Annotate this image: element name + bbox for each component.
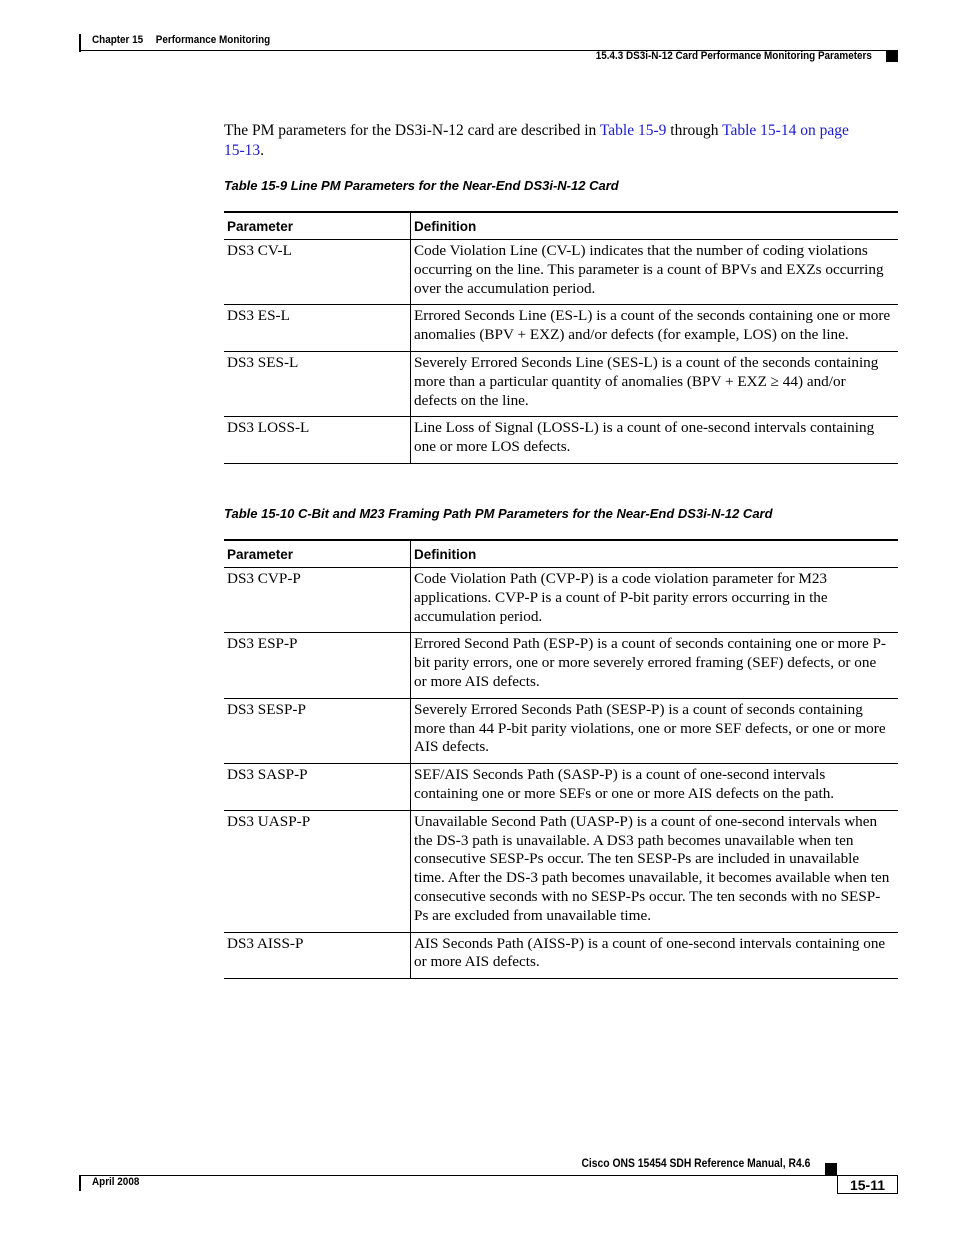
header-marker: [886, 50, 898, 62]
table-row: [224, 932, 898, 979]
parameter-cell: DS3 ESP-P: [224, 633, 411, 698]
column-header-definition: Definition: [411, 540, 899, 568]
table1: [224, 211, 898, 464]
table2: [224, 539, 898, 979]
column-header-definition: Definition: [411, 212, 899, 240]
table-row: [224, 240, 898, 305]
definition-cell: Code Violation Path (CVP-P) is a code violation parameter for M23 applications. CVP-P is a count of P-bit parity errors occurring in the accumulation period.: [411, 568, 899, 633]
definition-cell: AIS Seconds Path (AISS-P) is a count of one-second intervals containing one or more AIS defects.: [411, 932, 899, 979]
definition-cell: Severely Errored Seconds Line (SES-L) is a count of the seconds containing more than a particular quantity of anomalies (BPV + EXZ ≥ 44) and/or defects on the line.: [411, 351, 899, 416]
intro-text-after: .: [260, 141, 265, 159]
intro-text-middle: through: [666, 122, 723, 139]
chapter-heading: [92, 34, 270, 46]
table-row: [224, 764, 898, 811]
table-row: [224, 568, 898, 633]
column-header-parameter: Parameter: [224, 540, 411, 568]
table-15-14-link[interactable]: Table 15-14 on page 15-13: [224, 122, 849, 159]
definition-cell: SEF/AIS Seconds Path (SASP-P) is a count of one-second intervals containing one or more SEFs or one or more AIS defects on the path.: [411, 764, 899, 811]
table-header-row: [224, 540, 898, 568]
definition-cell: Code Violation Line (CV-L) indicates that the number of coding violations occurring on the line. This parameter is a count of BPVs and EXZs occurring over the accumulation period.: [411, 240, 899, 305]
definition-cell: Errored Seconds Line (ES-L) is a count of the seconds containing one or more anomalies (BPV + EXZ) and/or defects (for example, LOS) on the line.: [411, 305, 899, 352]
table-row: [224, 633, 898, 698]
table-row: [224, 698, 898, 763]
table-header-row: [224, 212, 898, 240]
parameter-cell: DS3 CVP-P: [224, 568, 411, 633]
definition-cell: Line Loss of Signal (LOSS-L) is a count of one-second intervals containing one or more LOS defects.: [411, 417, 899, 464]
chapter-title: Performance Monitoring: [155, 34, 271, 46]
chapter-label: Chapter 15: [92, 34, 144, 46]
parameter-cell: DS3 SASP-P: [224, 764, 411, 811]
footer-bar: [79, 1175, 81, 1191]
parameter-cell: DS3 ES-L: [224, 305, 411, 352]
table-row: [224, 305, 898, 352]
parameter-cell: DS3 SESP-P: [224, 698, 411, 763]
parameter-cell: DS3 SES-L: [224, 351, 411, 416]
parameter-cell: DS3 LOSS-L: [224, 417, 411, 464]
column-header-parameter: Parameter: [224, 212, 411, 240]
table-row: [224, 810, 898, 932]
definition-cell: Severely Errored Seconds Path (SESP-P) is a count of seconds containing more than 44 P-bit parity violations, one or more SEF defects, or one or more AIS defects.: [411, 698, 899, 763]
intro-text-before: The PM parameters for the DS3i-N-12 card are described in: [224, 122, 600, 139]
page-number: 15-11: [837, 1175, 898, 1194]
table-row: [224, 417, 898, 464]
table-15-9-link[interactable]: Table 15-9: [599, 122, 667, 139]
intro-paragraph: [224, 121, 864, 160]
table1-caption: Table 15-9 Line PM Parameters for the Near-End DS3i-N-12 Card: [224, 178, 619, 193]
table-row: [224, 351, 898, 416]
footer-rule: [79, 1175, 898, 1176]
definition-cell: Errored Second Path (ESP-P) is a count of seconds containing one or more P-bit parity errors, one or more severely errored framing (SEF) defects, or one or more AIS defects.: [411, 633, 899, 698]
parameter-cell: DS3 CV-L: [224, 240, 411, 305]
parameter-cell: DS3 UASP-P: [224, 810, 411, 932]
parameter-cell: DS3 AISS-P: [224, 932, 411, 979]
manual-title: Cisco ONS 15454 SDH Reference Manual, R4.6: [581, 1158, 810, 1170]
definition-cell: Unavailable Second Path (UASP-P) is a count of one-second intervals when the DS-3 path is unavailable. A DS3 path becomes unavailable when ten consecutive SESP-Ps occur. The ten SESP-Ps are included in unavailable time. After the DS-3 path becomes unavailable, it becomes available when ten consecutive seconds with no SESP-Ps occur. The ten seconds with no SESP-Ps are excluded from unavailable time.: [411, 810, 899, 932]
footer-marker: [825, 1163, 837, 1175]
section-heading: 15.4.3 DS3i-N-12 Card Performance Monitoring Parameters: [595, 50, 872, 62]
table2-caption: Table 15-10 C-Bit and M23 Framing Path PM Parameters for the Near-End DS3i-N-12 Card: [224, 506, 773, 521]
publication-date: April 2008: [92, 1176, 140, 1188]
